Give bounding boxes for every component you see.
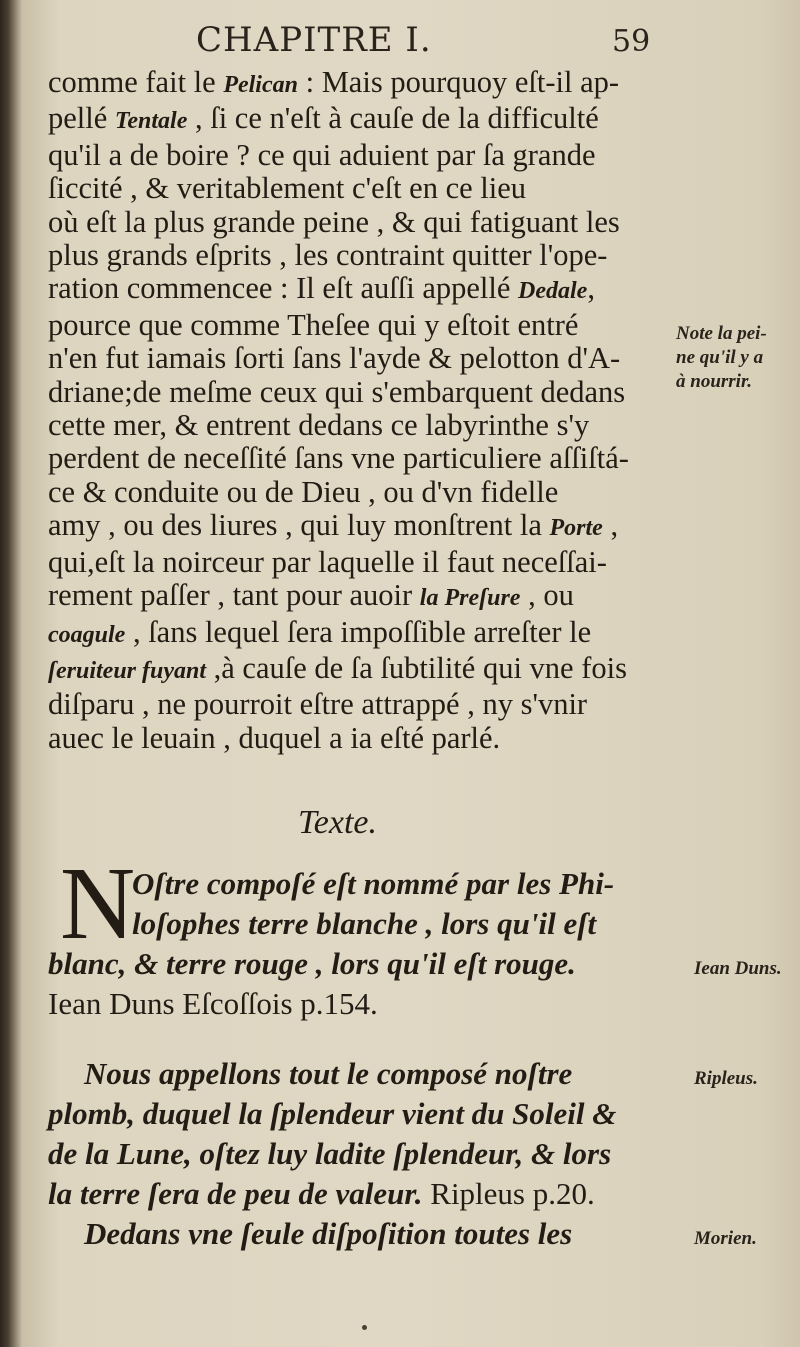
text-run: , ou	[520, 578, 574, 613]
text-line	[48, 272, 668, 308]
quote-duns	[48, 864, 688, 1024]
text-run: ,	[602, 508, 619, 543]
text-line	[48, 722, 668, 755]
text-run: ſiccité , & veritablement c'eſt en ce lieu	[48, 171, 527, 206]
text-run: : Mais pourquoy eſt-il ap-	[297, 65, 620, 99]
quote-line: Dedans vne ſeule diſpoſition toutes les	[84, 1216, 573, 1251]
margin-note-line: Note la pei-	[676, 323, 767, 344]
text-run: perdent de neceſſité ſans vne particuliere aſſiſtá-	[48, 441, 629, 476]
text-run: ,à cauſe de ſa ſubtilité qui vne fois	[206, 650, 627, 685]
text-line	[48, 652, 668, 688]
quote-line: blanc, & terre rouge , lors qu'il eſt rouge.	[48, 946, 576, 981]
text-line	[48, 509, 668, 545]
italic-term: Dedale	[518, 278, 588, 305]
quote-line: loſophes terre blanche , lors qu'il eſt	[132, 906, 597, 941]
text-run: , ſi ce n'eſt à cauſe de la difficulté	[187, 101, 599, 136]
text-run: cette mer, & entrent dedans ce labyrinthe s'y	[48, 408, 590, 443]
text-line	[48, 579, 668, 615]
italic-term: coagule	[48, 621, 126, 648]
margin-note-line: ne qu'il y a	[676, 347, 764, 368]
text-line	[48, 688, 668, 721]
quote-morien	[48, 1214, 688, 1254]
text-run: qui,eſt la noirceur par laquelle il faut neceſſai-	[48, 544, 607, 579]
quote-line	[48, 1174, 688, 1214]
side-label-duns: Iean Duns.	[694, 958, 782, 979]
side-label-morien: Morien.	[694, 1228, 757, 1249]
text-run: , ſans lequel ſera impoſſible arreſter le	[125, 614, 592, 649]
text-line	[48, 239, 668, 272]
text-line	[48, 102, 668, 138]
text-run: pellé	[48, 101, 115, 136]
text-run: driane;de meſme ceux qui s'embarquent dedans	[48, 374, 626, 409]
italic-term: la Preſure	[419, 585, 521, 612]
text-run: pource que comme Theſee qui y eſtoit entré	[48, 307, 579, 342]
italic-term: ſeruiteur fuyant	[48, 657, 207, 684]
ink-dot	[362, 1325, 367, 1330]
text-run: n'en fut iamais ſorti ſans l'ayde & pelotton d'A-	[48, 341, 621, 376]
text-run: qu'il a de boire ? ce qui aduient par ſa grande	[48, 137, 596, 172]
quote-line: Oſtre compoſé eſt nommé par les Phi-	[132, 866, 615, 901]
citation-ripleus: Ripleus p.20.	[422, 1176, 595, 1211]
text-line	[48, 476, 668, 509]
drop-cap: N	[60, 846, 136, 961]
text-run: auec le leuain , duquel a ia eſté parlé.	[48, 720, 501, 755]
margin-note	[676, 322, 796, 394]
text-run: plus grands eſprits , les contraint quitter l'ope-	[48, 238, 608, 273]
text-line	[48, 139, 668, 172]
text-line	[48, 206, 668, 239]
quote-line: de la Lune, oſtez luy ladite ſplendeur, & lors	[48, 1136, 612, 1171]
section-heading-text: Texte.	[298, 804, 378, 841]
commentary-paragraph	[48, 66, 668, 755]
quote-line: Nous appellons tout le composé noſtre	[84, 1056, 573, 1091]
quote-ripleus	[48, 1054, 688, 1214]
quote-line: plomb, duquel la ſplendeur vient du Soleil &	[48, 1096, 617, 1131]
text-run: amy , ou des liures , qui luy monſtrent la	[48, 508, 550, 543]
italic-term: Porte	[549, 515, 603, 542]
text-line	[48, 342, 668, 375]
side-label-ripleus: Ripleus.	[694, 1068, 758, 1089]
text-run: ,	[587, 271, 595, 306]
text-run: où eſt la plus grande peine , & qui fatiguant les	[48, 204, 620, 239]
text-run: rement paſſer , tant pour auoir	[48, 578, 420, 613]
page-number: 59	[612, 24, 651, 59]
text-line	[48, 376, 668, 409]
text-line	[48, 309, 668, 342]
text-line	[48, 409, 668, 442]
text-line	[48, 442, 668, 475]
text-line	[48, 546, 668, 579]
italic-term: Pelican	[223, 72, 298, 98]
citation-duns: Iean Duns Eſcoſſois p.154.	[48, 986, 378, 1021]
italic-term: Tentale	[114, 108, 188, 135]
text-line	[48, 172, 668, 205]
text-run: ce & conduite ou de Dieu , ou d'vn fidelle	[48, 474, 559, 509]
text-run: comme fait le	[48, 65, 224, 99]
margin-note-line: à nourrir.	[676, 371, 753, 392]
quote-text: la terre ſera de peu de valeur.	[48, 1176, 423, 1211]
text-run: ration commencee : Il eſt auſſi appellé	[48, 271, 519, 306]
text-line	[48, 66, 668, 102]
text-line	[48, 616, 668, 652]
text-run: diſparu , ne pourroit eſtre attrappé , ny s'vnir	[48, 687, 588, 722]
running-header	[0, 18, 800, 68]
chapter-title: CHAPITRE I.	[196, 20, 432, 60]
